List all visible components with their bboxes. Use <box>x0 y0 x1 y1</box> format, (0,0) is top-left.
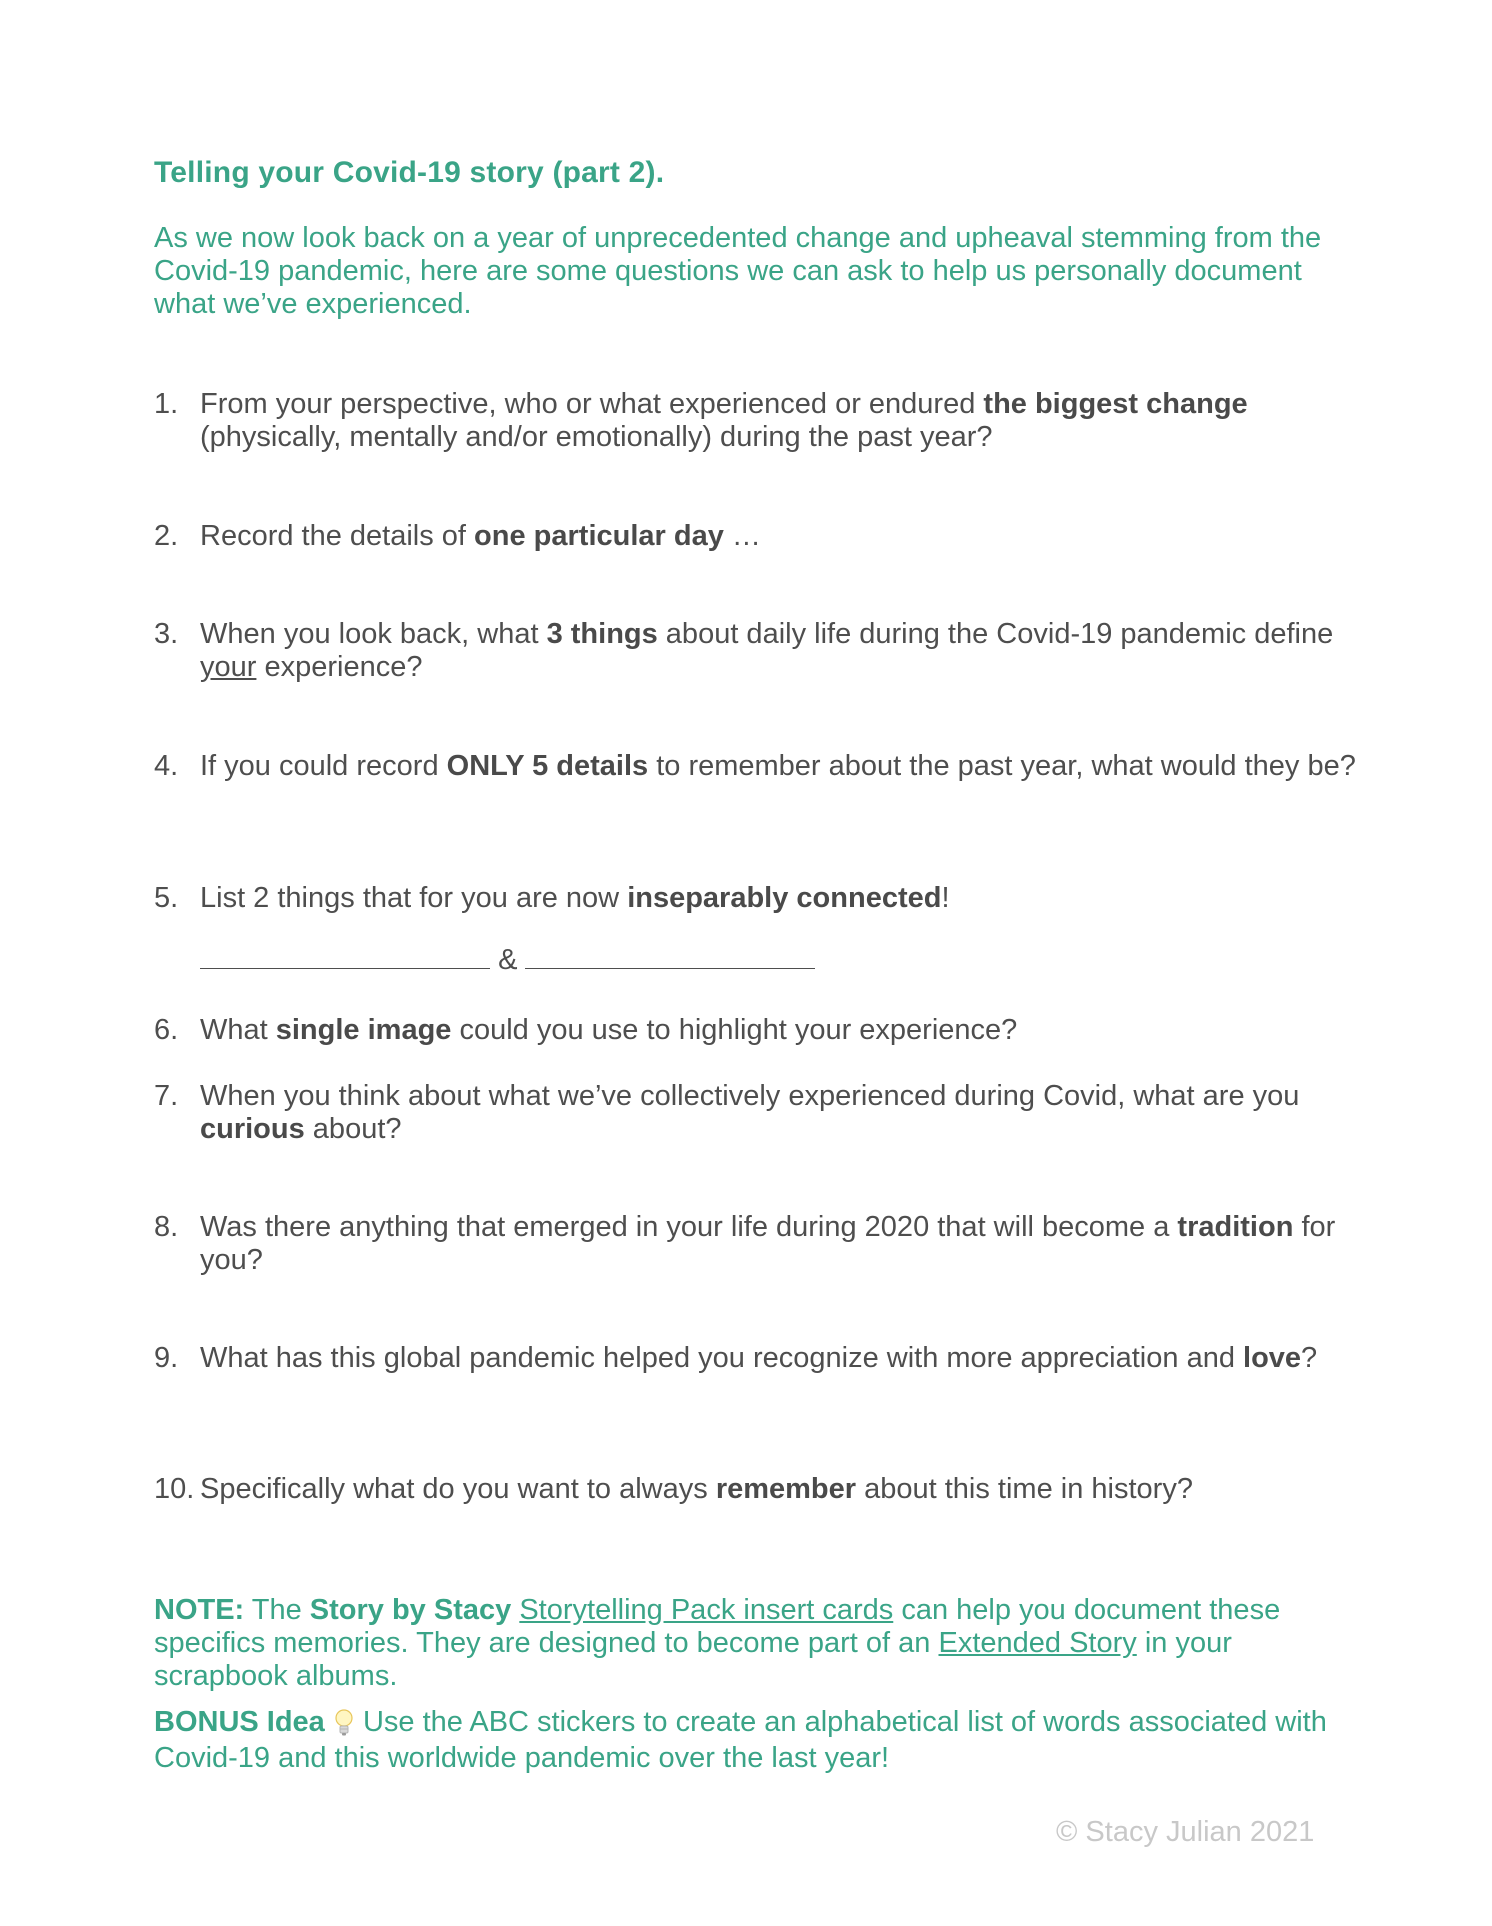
blank-line-1[interactable] <box>200 940 490 969</box>
extended-story-link[interactable]: Extended Story <box>938 1627 1137 1659</box>
question-number: 9. <box>154 1342 179 1374</box>
question-number: 7. <box>154 1080 179 1112</box>
lightbulb-icon <box>333 1708 355 1738</box>
blank-connector: & <box>498 944 518 976</box>
question-text: What single image could you use to highlight your experience? <box>200 1014 1018 1046</box>
bonus-paragraph: BONUS Idea Use the ABC stickers to create an alphabetical list of words associated with Covid-19 and this worldwide pandemic over the last year! <box>154 1706 1327 1774</box>
question-number: 6. <box>154 1014 179 1046</box>
question-text: Was there anything that emerged in your life during 2020 that will become a tradition for you? <box>200 1211 1336 1276</box>
bonus-label: BONUS Idea <box>154 1706 325 1738</box>
intro-paragraph: As we now look back on a year of unprecedented change and upheaval stemming from the Covid-19 pandemic, here are some questions we can ask to help us personally document what we’ve experienced. <box>154 222 1322 320</box>
question-number: 2. <box>154 520 179 552</box>
storytelling-pack-link[interactable]: Storytelling Pack insert cards <box>519 1594 894 1626</box>
question-text: If you could record ONLY 5 details to remember about the past year, what would they be? <box>200 750 1356 782</box>
brand-name: Story by Stacy <box>309 1594 512 1626</box>
fill-in-blanks <box>200 940 815 977</box>
page-title: Telling your Covid-19 story (part 2). <box>154 156 665 189</box>
question-text: Record the details of one particular day … <box>200 520 761 552</box>
question-number: 1. <box>154 388 179 420</box>
question-text: When you look back, what 3 things about daily life during the Covid-19 pandemic define your experience? <box>200 618 1334 683</box>
copyright-footer: © Stacy Julian 2021 <box>1056 1816 1315 1848</box>
question-text: What has this global pandemic helped you recognize with more appreciation and love? <box>200 1342 1318 1374</box>
question-text: List 2 things that for you are now inseparably connected! <box>200 882 950 914</box>
question-text: When you think about what we’ve collectively experienced during Covid, what are you curious about? <box>200 1080 1300 1145</box>
note-paragraph: NOTE: The Story by Stacy Storytelling Pack insert cards can help you document these specifics memories. They are designed to become part of an Extended Story in your scrapbook albums. <box>154 1594 1281 1692</box>
blank-line-2[interactable] <box>525 940 815 969</box>
question-text: From your perspective, who or what experienced or endured the biggest change (physically, mentally and/or emotionally) during the past year? <box>200 388 1248 453</box>
question-number: 5. <box>154 882 179 914</box>
question-text: Specifically what do you want to always remember about this time in history? <box>200 1473 1193 1505</box>
question-number: 10. <box>154 1473 195 1505</box>
question-number: 3. <box>154 618 179 650</box>
question-number: 8. <box>154 1211 179 1243</box>
question-number: 4. <box>154 750 179 782</box>
note-label: NOTE: <box>154 1594 245 1626</box>
